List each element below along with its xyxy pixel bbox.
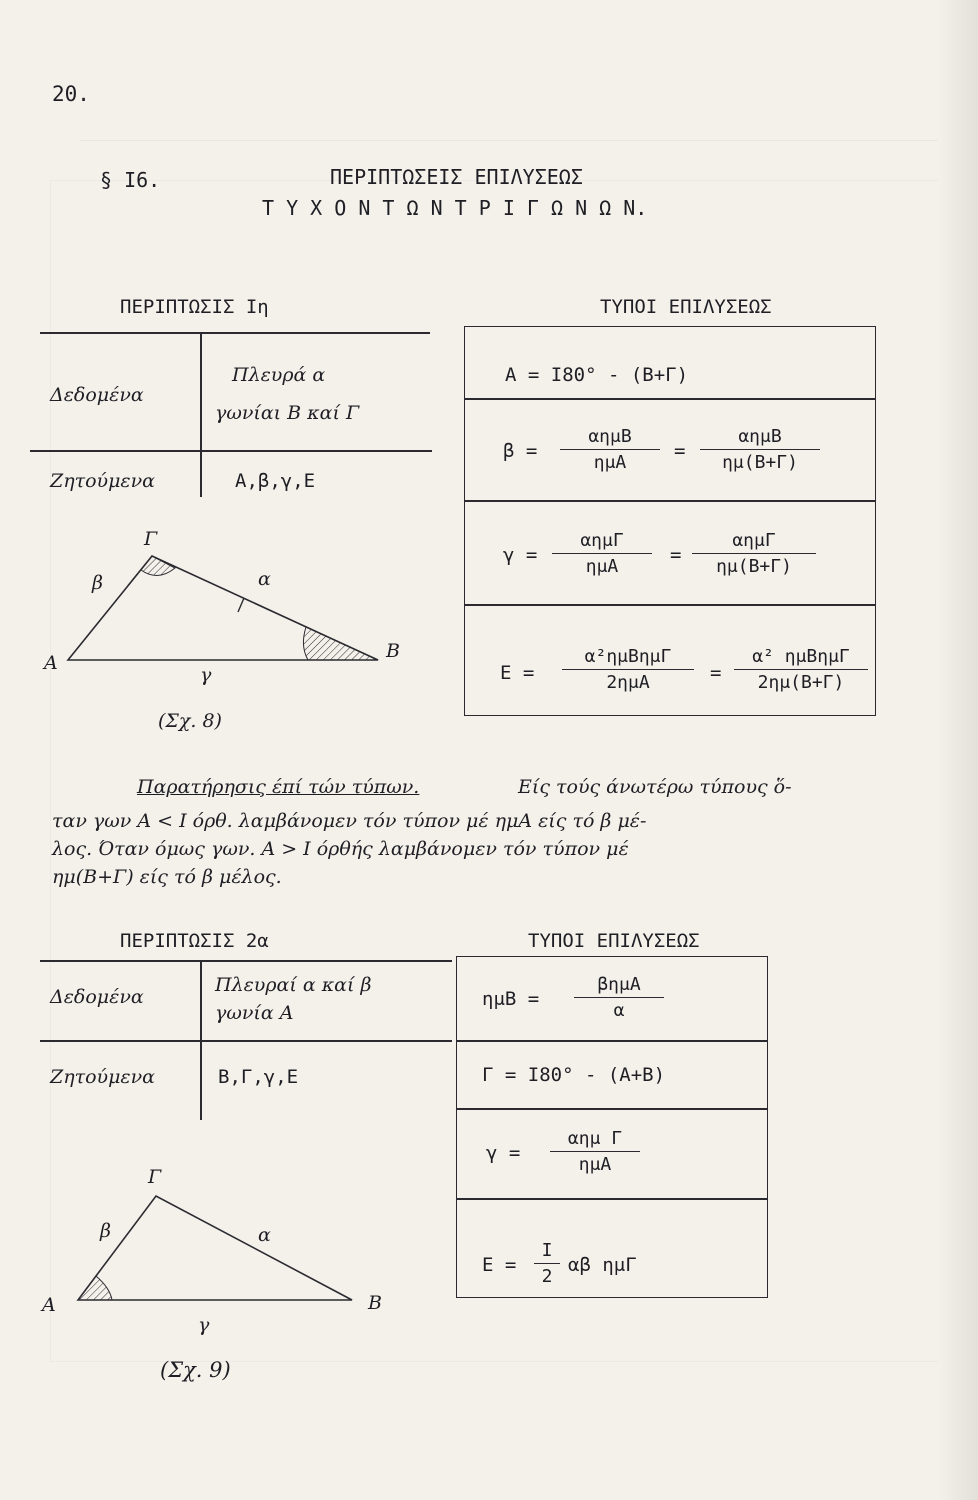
case2-formula-E-den: 2 [541,1266,553,1287]
case2-unknown-label: Ζητούμενα [50,1066,156,1088]
case1-formula-b-eq: = [674,440,686,462]
case1-formula-E-num1: α²ημΒημΓ [562,646,694,670]
page-number: 20. [52,82,90,106]
case2-given-line2: γωνία Α [215,1002,294,1024]
case1-formula-E-eq: = [710,662,722,684]
case1-formula-E-den2: 2ημ(Β+Γ) [757,672,845,693]
case1-given-line1: Πλευρά α [232,364,326,386]
fig8-side-g: γ [200,664,212,686]
case1-heading: ΠΕΡΙΠΤΩΣΙΣ Ιη [120,296,269,318]
fig8-side-a: α [258,568,271,590]
fig9-caption: (Σχ. 9) [160,1358,231,1382]
fig8-vertex-A: Α [44,652,58,674]
case1-formula-A: Α = I80° - (Β+Γ) [505,364,689,386]
case2-unknown-value: Β,Γ,γ,Ε [218,1066,299,1088]
fig9-vertex-B: Β [368,1292,382,1314]
case1-formula-g-num1: αημΓ [552,530,652,554]
case1-formula-E-den1: 2ημΑ [606,672,650,693]
section-title: ΠΕΡΙΠΤΩΣΕΙΣ ΕΠΙΛΥΣΕΩΣ [330,165,583,189]
case2-formula-g-lhs: γ = [486,1142,521,1164]
case2-formula-E-rest: αβ ημΓ [568,1254,637,1276]
case2-formula-B-lhs: ημΒ = [482,988,540,1010]
case1-formula-g-num2: αημΓ [692,530,816,554]
remark-line2: ταν γων Α < I όρθ. λαμβάνομεν τόν τύπον μέ ημΑ είς τό β μέ- [52,810,647,832]
case1-formula-g-den2: ημ(Β+Γ) [716,556,792,577]
case2-formula-g-den: ημΑ [578,1154,612,1175]
case1-formula-b-den1: ημΑ [593,452,627,473]
case1-given-label: Δεδομένα [50,384,144,406]
case2-heading: ΠΕΡΙΠΤΩΣΙΣ 2α [120,930,269,952]
case1-formula-b-den2: ημ(Β+Γ) [722,452,798,473]
fig9-vertex-G: Γ [148,1166,162,1188]
case1-formula-b-num2: αημΒ [700,426,820,450]
remark-line3: λος. Όταν όμως γων. Α > I όρθής λαμβάνομεν τόν τύπον μέ [52,838,629,860]
case1-formula-E-lhs: Ε = [500,662,535,684]
case1-unknown-value: Α,β,γ,Ε [235,470,316,492]
fig8-caption: (Σχ. 8) [158,710,222,732]
case2-formulas-heading: ΤΥΠΟΙ ΕΠΙΛΥΣΕΩΣ [528,930,700,952]
case2-given-line1: Πλευραί α καί β [215,974,372,996]
case1-formula-g-den1: ημΑ [585,556,619,577]
case2-given-label: Δεδομένα [50,986,144,1008]
fig8-vertex-G: Γ [144,528,158,550]
case1-formula-g-eq: = [670,544,682,566]
remark-title: Παρατήρησις έπί τών τύπων. [137,776,420,798]
fig8-side-b: β [92,572,103,594]
remark-line4: ημ(Β+Γ) είς τό β μέλος. [52,866,282,888]
case1-formula-g-lhs: γ = [503,544,538,566]
section-subtitle: Τ Υ Χ Ο Ν Τ Ω Ν Τ Ρ Ι Γ Ω Ν Ω Ν. [262,196,648,220]
case1-formula-E-num2: α² ημΒημΓ [734,646,868,670]
fig9-side-b: β [100,1220,111,1242]
fig9-side-a: α [258,1224,271,1246]
case2-formula-B-den: α [613,1000,625,1021]
case2-formula-E-lhs: Ε = [482,1254,517,1276]
case1-given-line2: γωνίαι Β καί Γ [215,402,360,424]
case2-formula-E-num: I [534,1240,560,1264]
remark-line1: Είς τούς άνωτέρω τύπους ὅ- [518,776,792,798]
case2-formula-G: Γ = I80° - (Α+Β) [482,1064,666,1086]
fig9-vertex-A: Α [42,1294,56,1316]
fig9-side-g: γ [198,1314,210,1336]
case2-formula-B-num: βημΑ [574,974,664,998]
fig8-vertex-B: Β [386,640,400,662]
case1-formula-b-num1: αημΒ [560,426,660,450]
section-number: § I6. [100,168,161,192]
case1-formula-b-lhs: β = [503,440,538,462]
case1-unknown-label: Ζητούμενα [50,470,156,492]
case1-formulas-heading: ΤΥΠΟΙ ΕΠΙΛΥΣΕΩΣ [600,296,772,318]
case2-formula-g-num: αημ Γ [550,1128,640,1152]
